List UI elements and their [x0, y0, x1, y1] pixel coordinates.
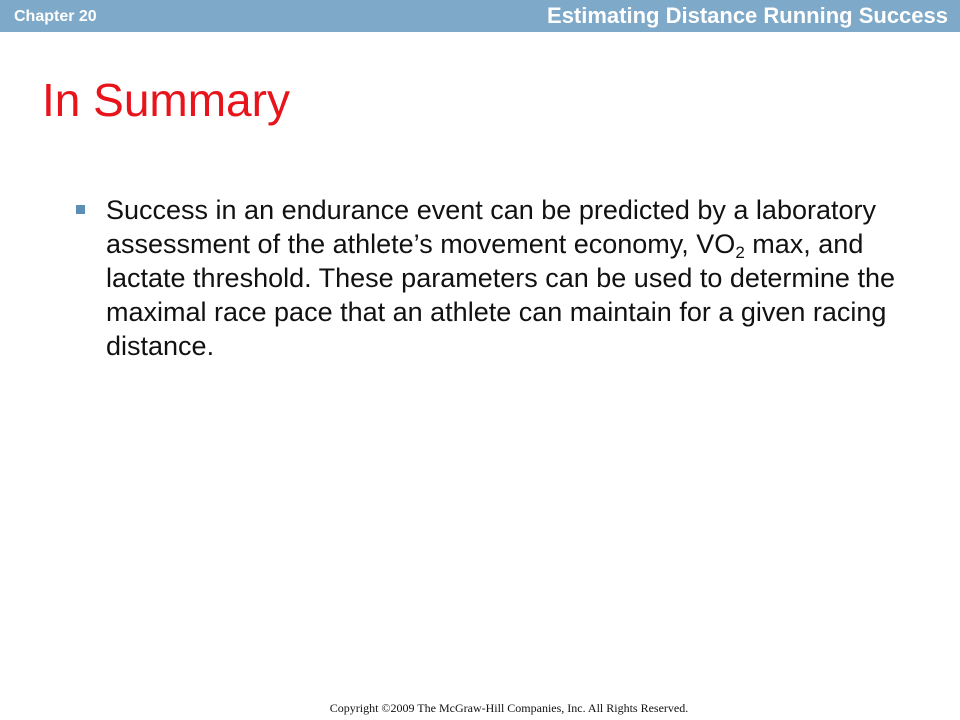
summary-bullet-item [70, 193, 920, 363]
subscript-2: 2 [735, 243, 745, 262]
bullet-text-part-1: Success in an endurance event can be predicted by a laboratory assessment of the athlete’s movement economy, VO [106, 195, 876, 259]
chapter-label: Chapter 20 [14, 8, 97, 25]
square-bullet-icon [76, 205, 85, 214]
summary-bullet-list [70, 193, 920, 363]
header-title: Estimating Distance Running Success [547, 3, 948, 28]
header-bar [0, 0, 960, 32]
slide-title: In Summary [42, 74, 290, 126]
bullet-text-part-2: max, and lactate threshold. These parameters can be used to determine the maximal race pace that an athlete can maintain for a given racing distance. [106, 229, 895, 361]
copyright-footer: Copyright ©2009 The McGraw-Hill Companies, Inc. All Rights Reserved. [329, 701, 689, 715]
